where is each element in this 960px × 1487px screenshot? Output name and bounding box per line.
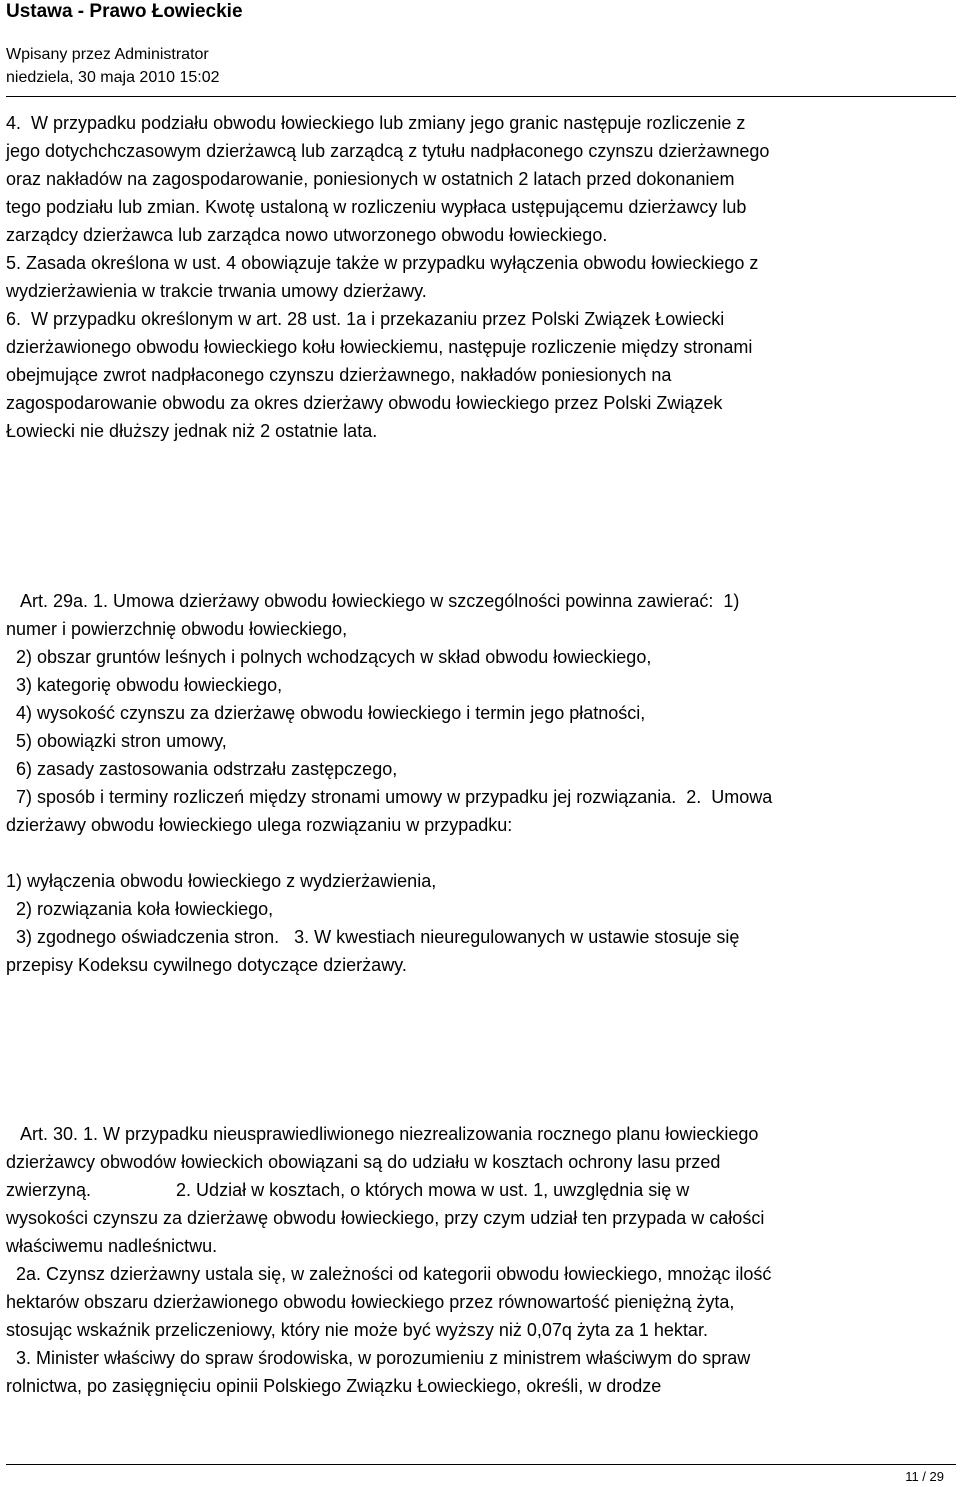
text-line: zagospodarowanie obwodu za okres dzierżawy obwodu łowieckiego przez Polski Związek xyxy=(6,393,723,413)
footer-divider xyxy=(6,1464,956,1465)
text-line: 1) wyłączenia obwodu łowieckiego z wydzierżawienia, xyxy=(6,871,437,891)
text-line: 2a. Czynsz dzierżawny ustala się, w zależności od kategorii obwodu łowieckiego, mnożąc ilość xyxy=(6,1264,772,1284)
text-line: obejmujące zwrot nadpłaconego czynszu dzierżawnego, nakładów poniesionych na xyxy=(6,365,672,385)
text-line: 2) obszar gruntów leśnych i polnych wchodzących w skład obwodu łowieckiego, xyxy=(6,647,652,667)
text-line: zarządcy dzierżawca lub zarządca nowo utworzonego obwodu łowieckiego. xyxy=(6,225,608,245)
text-line: numer i powierzchnię obwodu łowieckiego, xyxy=(6,619,348,639)
page-number: 11 / 29 xyxy=(905,1469,944,1484)
text-line: dzierżawionego obwodu łowieckiego kołu łowieckiemu, następuje rozliczenie między stronami xyxy=(6,337,753,357)
text-line: tego podziału lub zmian. Kwotę ustaloną w rozliczeniu wypłaca ustępującemu dzierżawcy lub xyxy=(6,197,747,217)
text-line: 3. Minister właściwy do spraw środowiska, w porozumieniu z ministrem właściwym do spraw xyxy=(6,1348,751,1368)
text-line: Łowiecki nie dłuższy jednak niż 2 ostatnie lata. xyxy=(6,421,378,441)
text-line: 6) zasady zastosowania odstrzału zastępczego, xyxy=(6,759,398,779)
text-line: 7) sposób i terminy rozliczeń między stronami umowy w przypadku jej rozwiązania. 2. Umowa xyxy=(6,787,773,807)
text-line: Art. 30. 1. W przypadku nieusprawiedliwionego niezrealizowania rocznego planu łowieckiego xyxy=(6,1124,759,1144)
text-line: oraz nakładów na zagospodarowanie, poniesionych w ostatnich 2 latach przed dokonaniem xyxy=(6,169,735,189)
text-line: 3) zgodnego oświadczenia stron. 3. W kwestiach nieuregulowanych w ustawie stosuje się xyxy=(6,927,740,947)
header-divider xyxy=(6,96,956,97)
text-line: zwierzyną. 2. Udział w kosztach, o których mowa w ust. 1, uwzględnia się w xyxy=(6,1180,690,1200)
text-line: 5. Zasada określona w ust. 4 obowiązuje także w przypadku wyłączenia obwodu łowieckiego z xyxy=(6,253,759,273)
text-line: 4) wysokość czynszu za dzierżawę obwodu łowieckiego i termin jego płatności, xyxy=(6,703,646,723)
text-line: właściwemu nadleśnictwu. xyxy=(6,1236,218,1256)
text-line: jego dotychchczasowym dzierżawcą lub zarządcą z tytułu nadpłaconego czynszu dzierżawnego xyxy=(6,141,770,161)
text-line: przepisy Kodeksu cywilnego dotyczące dzierżawy. xyxy=(6,955,407,975)
text-line: Art. 29a. 1. Umowa dzierżawy obwodu łowieckiego w szczególności powinna zawierać: 1) xyxy=(6,591,740,611)
text-line: wysokości czynszu za dzierżawę obwodu łowieckiego, przy czym udział ten przypada w całości xyxy=(6,1208,765,1228)
text-line: 2) rozwiązania koła łowieckiego, xyxy=(6,899,274,919)
text-line: 6. W przypadku określonym w art. 28 ust. 1a i przekazaniu przez Polski Związek Łowiecki xyxy=(6,309,725,329)
text-line: 4. W przypadku podziału obwodu łowieckiego lub zmiany jego granic następuje rozliczenie z xyxy=(6,113,746,133)
text-line: wydzierżawienia w trakcie trwania umowy dzierżawy. xyxy=(6,281,427,301)
author-line: Wpisany przez Administrator xyxy=(6,46,209,63)
text-line: 5) obowiązki stron umowy, xyxy=(6,731,227,751)
date-line: niedziela, 30 maja 2010 15:02 xyxy=(6,69,220,86)
text-line: dzierżawcy obwodów łowieckich obowiązani są do udziału w kosztach ochrony lasu przed xyxy=(6,1152,721,1172)
text-line: hektarów obszaru dzierżawionego obwodu łowieckiego przez równowartość pieniężną żyta, xyxy=(6,1292,735,1312)
document-title: Ustawa - Prawo Łowieckie xyxy=(6,1,243,22)
text-line: stosując wskaźnik przeliczeniowy, który nie może być wyższy niż 0,07q żyta za 1 hektar. xyxy=(6,1320,708,1340)
text-line: rolnictwa, po zasięgnięciu opinii Polskiego Związku Łowieckiego, określi, w drodze xyxy=(6,1376,662,1396)
text-line: 3) kategorię obwodu łowieckiego, xyxy=(6,675,283,695)
text-line: dzierżawy obwodu łowieckiego ulega rozwiązaniu w przypadku: xyxy=(6,815,513,835)
